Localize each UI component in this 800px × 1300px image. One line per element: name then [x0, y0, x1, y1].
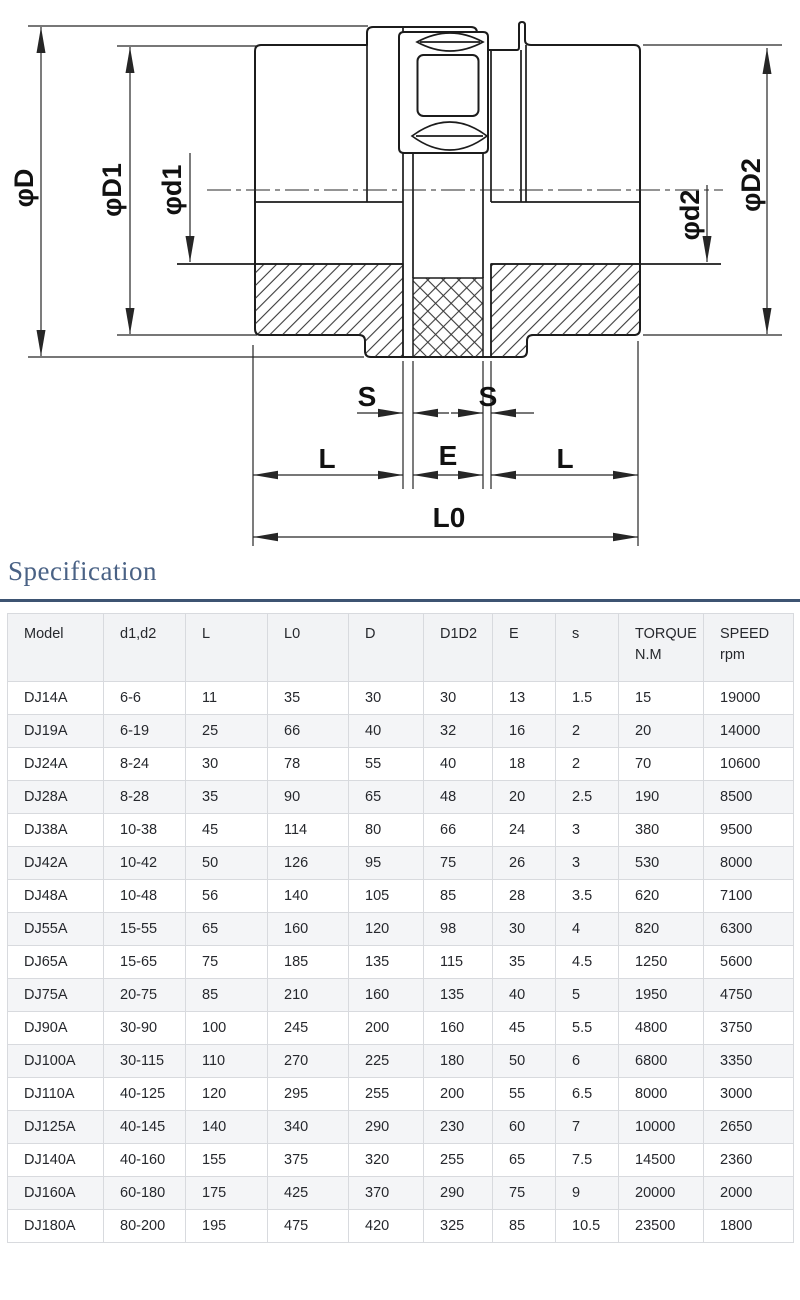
table-row	[8, 715, 794, 748]
table-cell: 35	[493, 946, 556, 979]
table-cell: 50	[493, 1045, 556, 1078]
table-cell: DJ110A	[8, 1078, 104, 1111]
dim-label-phi-d1-small: φd1	[157, 164, 187, 216]
table-cell: 80	[349, 814, 424, 847]
column-header-5	[424, 614, 493, 682]
table-cell: 50	[186, 847, 268, 880]
table-cell: 475	[268, 1210, 349, 1243]
table-cell: DJ140A	[8, 1144, 104, 1177]
table-cell: DJ180A	[8, 1210, 104, 1243]
jaw-tooth-window	[418, 55, 479, 116]
table-cell: 255	[349, 1078, 424, 1111]
coupling-cross-section-drawing	[0, 0, 800, 560]
dim-label-l0: L0	[432, 502, 466, 533]
table-cell: 140	[268, 880, 349, 913]
table-row	[8, 979, 794, 1012]
table-row	[8, 1012, 794, 1045]
table-cell: 320	[349, 1144, 424, 1177]
table-cell: 75	[493, 1177, 556, 1210]
table-cell: 30-90	[104, 1012, 186, 1045]
table-row	[8, 880, 794, 913]
table-cell: 40-145	[104, 1111, 186, 1144]
table-cell: DJ14A	[8, 682, 104, 715]
right-hub-section-hatch	[491, 264, 640, 357]
table-row	[8, 1210, 794, 1243]
table-cell: 290	[424, 1177, 493, 1210]
table-cell: 70	[619, 748, 704, 781]
table-cell: 115	[424, 946, 493, 979]
table-cell: 30	[349, 682, 424, 715]
table-cell: 200	[424, 1078, 493, 1111]
table-cell: DJ55A	[8, 913, 104, 946]
table-cell: 295	[268, 1078, 349, 1111]
table-cell: 185	[268, 946, 349, 979]
table-cell: 190	[619, 781, 704, 814]
table-row	[8, 1144, 794, 1177]
table-cell: 195	[186, 1210, 268, 1243]
table-cell: 8000	[704, 847, 794, 880]
table-cell: 10000	[619, 1111, 704, 1144]
table-cell: 2360	[704, 1144, 794, 1177]
table-cell: 160	[424, 1012, 493, 1045]
table-row	[8, 781, 794, 814]
table-cell: DJ75A	[8, 979, 104, 1012]
table-cell: 4800	[619, 1012, 704, 1045]
left-hub-section-hatch	[255, 264, 403, 357]
table-cell: 620	[619, 880, 704, 913]
section-heading: Specification	[8, 556, 157, 586]
table-cell: DJ48A	[8, 880, 104, 913]
dim-label-phi-d-big: φD	[9, 168, 39, 208]
table-cell: 7100	[704, 880, 794, 913]
table-cell: 7	[556, 1111, 619, 1144]
table-cell: 126	[268, 847, 349, 880]
table-cell: DJ65A	[8, 946, 104, 979]
table-cell: DJ100A	[8, 1045, 104, 1078]
table-row	[8, 814, 794, 847]
dim-label-phi-d2-cap: φD2	[736, 158, 766, 212]
column-header-8	[619, 614, 704, 682]
table-cell: 290	[349, 1111, 424, 1144]
table-cell: 19000	[704, 682, 794, 715]
table-cell: 114	[268, 814, 349, 847]
table-cell: 15-65	[104, 946, 186, 979]
table-cell: 160	[268, 913, 349, 946]
table-cell: 60	[493, 1111, 556, 1144]
table-cell: 5.5	[556, 1012, 619, 1045]
table-cell: 325	[424, 1210, 493, 1243]
table-cell: DJ38A	[8, 814, 104, 847]
table-cell: DJ125A	[8, 1111, 104, 1144]
header-row	[8, 614, 794, 682]
table-cell: 75	[186, 946, 268, 979]
table-cell: 85	[186, 979, 268, 1012]
dim-label-l-right: L	[556, 443, 574, 474]
table-cell: DJ28A	[8, 781, 104, 814]
table-cell: 10.5	[556, 1210, 619, 1243]
table-cell: 11	[186, 682, 268, 715]
table-cell: 2000	[704, 1177, 794, 1210]
table-cell: 13	[493, 682, 556, 715]
table-cell: 1800	[704, 1210, 794, 1243]
table-cell: 1250	[619, 946, 704, 979]
column-header-line1: SPEED	[720, 626, 770, 642]
table-cell: DJ19A	[8, 715, 104, 748]
section-divider	[0, 599, 800, 602]
dim-label-e: E	[438, 440, 458, 471]
table-row	[8, 1045, 794, 1078]
table-cell: 375	[268, 1144, 349, 1177]
table-cell: 60-180	[104, 1177, 186, 1210]
table-cell: 35	[268, 682, 349, 715]
table-cell: 15	[619, 682, 704, 715]
table-cell: 16	[493, 715, 556, 748]
table-cell: 14000	[704, 715, 794, 748]
column-header-line1: s	[572, 626, 580, 642]
table-cell: 8000	[619, 1078, 704, 1111]
table-cell: 7.5	[556, 1144, 619, 1177]
spec-table-container	[7, 613, 793, 1243]
table-cell: 3	[556, 847, 619, 880]
table-cell: 20	[619, 715, 704, 748]
table-cell: 3350	[704, 1045, 794, 1078]
table-cell: 30	[424, 682, 493, 715]
table-cell: 78	[268, 748, 349, 781]
table-cell: 15-55	[104, 913, 186, 946]
table-cell: 110	[186, 1045, 268, 1078]
table-cell: 23500	[619, 1210, 704, 1243]
table-cell: 30	[186, 748, 268, 781]
table-cell: 2	[556, 715, 619, 748]
table-cell: 255	[424, 1144, 493, 1177]
table-cell: DJ90A	[8, 1012, 104, 1045]
table-cell: 18	[493, 748, 556, 781]
table-cell: 26	[493, 847, 556, 880]
column-header-0	[8, 614, 104, 682]
table-cell: 10600	[704, 748, 794, 781]
table-cell: 55	[349, 748, 424, 781]
table-cell: 45	[493, 1012, 556, 1045]
table-cell: 56	[186, 880, 268, 913]
table-row	[8, 913, 794, 946]
column-header-6	[493, 614, 556, 682]
table-cell: 1950	[619, 979, 704, 1012]
column-header-9	[704, 614, 794, 682]
column-header-7	[556, 614, 619, 682]
table-cell: 4	[556, 913, 619, 946]
table-cell: 40-125	[104, 1078, 186, 1111]
table-cell: 30-115	[104, 1045, 186, 1078]
table-cell: 155	[186, 1144, 268, 1177]
table-cell: 2650	[704, 1111, 794, 1144]
table-cell: 9500	[704, 814, 794, 847]
table-cell: 245	[268, 1012, 349, 1045]
table-cell: 270	[268, 1045, 349, 1078]
table-cell: 530	[619, 847, 704, 880]
column-header-line1: L	[202, 626, 211, 642]
column-header-3	[268, 614, 349, 682]
table-cell: 66	[424, 814, 493, 847]
table-cell: 55	[493, 1078, 556, 1111]
table-cell: DJ160A	[8, 1177, 104, 1210]
table-cell: 24	[493, 814, 556, 847]
column-header-line1: Model	[24, 626, 64, 642]
column-header-line1: D	[365, 626, 376, 642]
dim-label-s-right: S	[478, 381, 498, 412]
table-cell: 5	[556, 979, 619, 1012]
spec-table-head	[8, 614, 794, 682]
table-cell: 90	[268, 781, 349, 814]
table-cell: 40	[349, 715, 424, 748]
table-cell: 40	[493, 979, 556, 1012]
table-row	[8, 1177, 794, 1210]
table-cell: 6-19	[104, 715, 186, 748]
table-cell: 100	[186, 1012, 268, 1045]
table-cell: 120	[349, 913, 424, 946]
table-cell: 180	[424, 1045, 493, 1078]
table-cell: 65	[349, 781, 424, 814]
table-row	[8, 1078, 794, 1111]
table-cell: 140	[186, 1111, 268, 1144]
column-header-line1: E	[509, 626, 519, 642]
table-cell: 8500	[704, 781, 794, 814]
table-cell: 1.5	[556, 682, 619, 715]
table-cell: 2.5	[556, 781, 619, 814]
table-row	[8, 1111, 794, 1144]
table-cell: 210	[268, 979, 349, 1012]
column-header-2	[186, 614, 268, 682]
table-cell: 80-200	[104, 1210, 186, 1243]
table-cell: 98	[424, 913, 493, 946]
table-cell: 6.5	[556, 1078, 619, 1111]
dim-label-s-left: S	[357, 381, 377, 412]
table-cell: 6-6	[104, 682, 186, 715]
table-cell: 3750	[704, 1012, 794, 1045]
table-cell: 225	[349, 1045, 424, 1078]
table-cell: 32	[424, 715, 493, 748]
table-cell: 6800	[619, 1045, 704, 1078]
column-header-line2: N.M	[635, 647, 662, 663]
column-header-1	[104, 614, 186, 682]
table-cell: 85	[424, 880, 493, 913]
table-cell: 85	[493, 1210, 556, 1243]
table-cell: 20000	[619, 1177, 704, 1210]
table-cell: 20	[493, 781, 556, 814]
column-header-4	[349, 614, 424, 682]
table-cell: 10-42	[104, 847, 186, 880]
table-cell: 10-48	[104, 880, 186, 913]
table-cell: 66	[268, 715, 349, 748]
table-cell: 3000	[704, 1078, 794, 1111]
table-cell: 8-24	[104, 748, 186, 781]
spec-table	[7, 613, 794, 1243]
table-cell: 3	[556, 814, 619, 847]
table-cell: 5600	[704, 946, 794, 979]
table-cell: 28	[493, 880, 556, 913]
table-cell: 95	[349, 847, 424, 880]
spec-table-body	[8, 682, 794, 1243]
table-cell: 35	[186, 781, 268, 814]
column-header-line1: d1,d2	[120, 626, 157, 642]
table-cell: 425	[268, 1177, 349, 1210]
table-cell: 135	[349, 946, 424, 979]
column-header-line1: L0	[284, 626, 301, 642]
dim-label-phi-d2-small: φd2	[675, 189, 705, 241]
table-cell: 75	[424, 847, 493, 880]
spider-section-crosshatch	[413, 278, 483, 357]
table-cell: 45	[186, 814, 268, 847]
column-header-line2: rpm	[720, 647, 745, 663]
table-cell: 10-38	[104, 814, 186, 847]
table-row	[8, 748, 794, 781]
table-cell: 48	[424, 781, 493, 814]
table-cell: 8-28	[104, 781, 186, 814]
table-cell: 230	[424, 1111, 493, 1144]
table-row	[8, 847, 794, 880]
table-cell: 6300	[704, 913, 794, 946]
table-cell: 4.5	[556, 946, 619, 979]
table-row	[8, 946, 794, 979]
table-cell: 380	[619, 814, 704, 847]
table-cell: 20-75	[104, 979, 186, 1012]
table-cell: 200	[349, 1012, 424, 1045]
table-cell: DJ42A	[8, 847, 104, 880]
table-cell: 6	[556, 1045, 619, 1078]
table-cell: 3.5	[556, 880, 619, 913]
table-cell: 30	[493, 913, 556, 946]
table-cell: DJ24A	[8, 748, 104, 781]
table-cell: 14500	[619, 1144, 704, 1177]
table-cell: 105	[349, 880, 424, 913]
table-cell: 160	[349, 979, 424, 1012]
table-row	[8, 682, 794, 715]
table-cell: 175	[186, 1177, 268, 1210]
table-cell: 65	[493, 1144, 556, 1177]
table-cell: 340	[268, 1111, 349, 1144]
table-cell: 4750	[704, 979, 794, 1012]
table-cell: 820	[619, 913, 704, 946]
table-cell: 9	[556, 1177, 619, 1210]
table-cell: 40	[424, 748, 493, 781]
table-cell: 2	[556, 748, 619, 781]
table-cell: 370	[349, 1177, 424, 1210]
table-cell: 420	[349, 1210, 424, 1243]
dim-label-l-left: L	[318, 443, 336, 474]
table-cell: 135	[424, 979, 493, 1012]
table-cell: 40-160	[104, 1144, 186, 1177]
table-cell: 120	[186, 1078, 268, 1111]
column-header-line1: D1D2	[440, 626, 478, 642]
table-cell: 25	[186, 715, 268, 748]
column-header-line1: TORQUE	[635, 626, 697, 642]
dim-label-phi-d1-cap: φD1	[97, 163, 127, 217]
table-cell: 65	[186, 913, 268, 946]
